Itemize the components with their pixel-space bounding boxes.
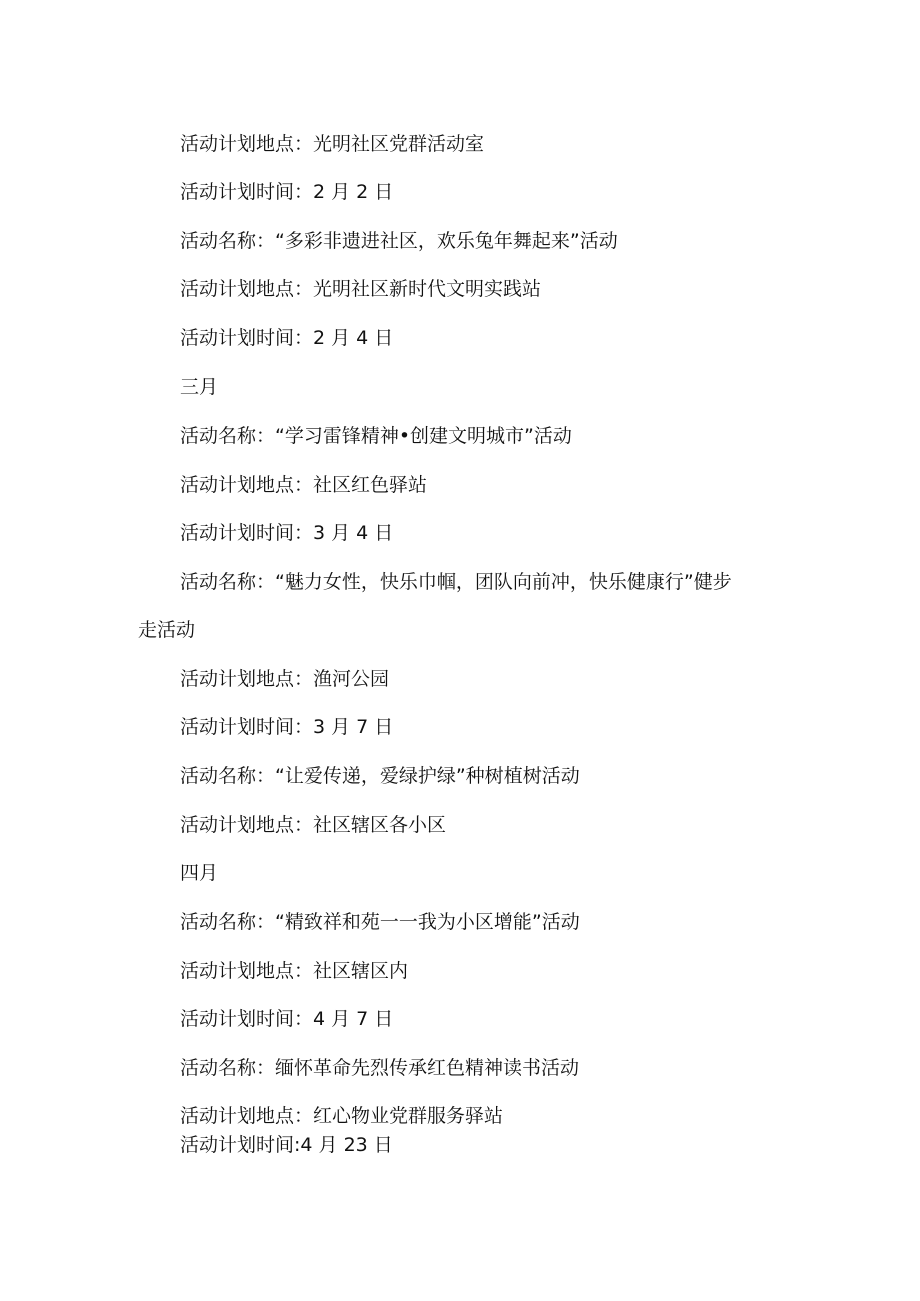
activity-name-line: 活动名称：“魅力女性，快乐巾帼，团队向前冲，快乐健康行”健步 [180, 571, 732, 593]
activity-name-continuation: 走活动 [138, 619, 196, 641]
month-heading: 三月 [180, 376, 219, 398]
plan-time-line: 活动计划时间:4 月 23 日 [180, 1134, 393, 1156]
plan-location-line: 活动计划地点：渔河公园 [180, 668, 390, 690]
plan-location-line: 活动计划地点：光明社区新时代文明实践站 [180, 278, 542, 300]
plan-time-line: 活动计划时间：4 月 7 日 [180, 1008, 394, 1030]
activity-name-line: 活动名称：缅怀革命先烈传承红色精神读书活动 [180, 1057, 580, 1079]
plan-time-line: 活动计划时间：3 月 7 日 [180, 716, 394, 738]
plan-location-line: 活动计划地点：社区辖区内 [180, 960, 409, 982]
month-heading: 四月 [180, 862, 219, 884]
plan-time-line: 活动计划时间：2 月 2 日 [180, 181, 394, 203]
activity-name-line: 活动名称：“学习雷锋精神•创建文明城市”活动 [180, 425, 572, 447]
activity-name-line: 活动名称：“多彩非遗进社区，欢乐兔年舞起来”活动 [180, 230, 618, 252]
plan-time-line: 活动计划时间：2 月 4 日 [180, 327, 394, 349]
plan-location-line: 活动计划地点：社区红色驿站 [180, 474, 428, 496]
plan-location-line: 活动计划地点：红心物业党群服务驿站 [180, 1105, 504, 1127]
plan-location-line: 活动计划地点：光明社区党群活动室 [180, 133, 485, 155]
activity-name-line: 活动名称：“精致祥和苑一一我为小区增能”活动 [180, 911, 580, 933]
plan-time-line: 活动计划时间：3 月 4 日 [180, 522, 394, 544]
plan-location-line: 活动计划地点：社区辖区各小区 [180, 814, 447, 836]
activity-name-line: 活动名称：“让爱传递，爱绿护绿”种树植树活动 [180, 765, 580, 787]
